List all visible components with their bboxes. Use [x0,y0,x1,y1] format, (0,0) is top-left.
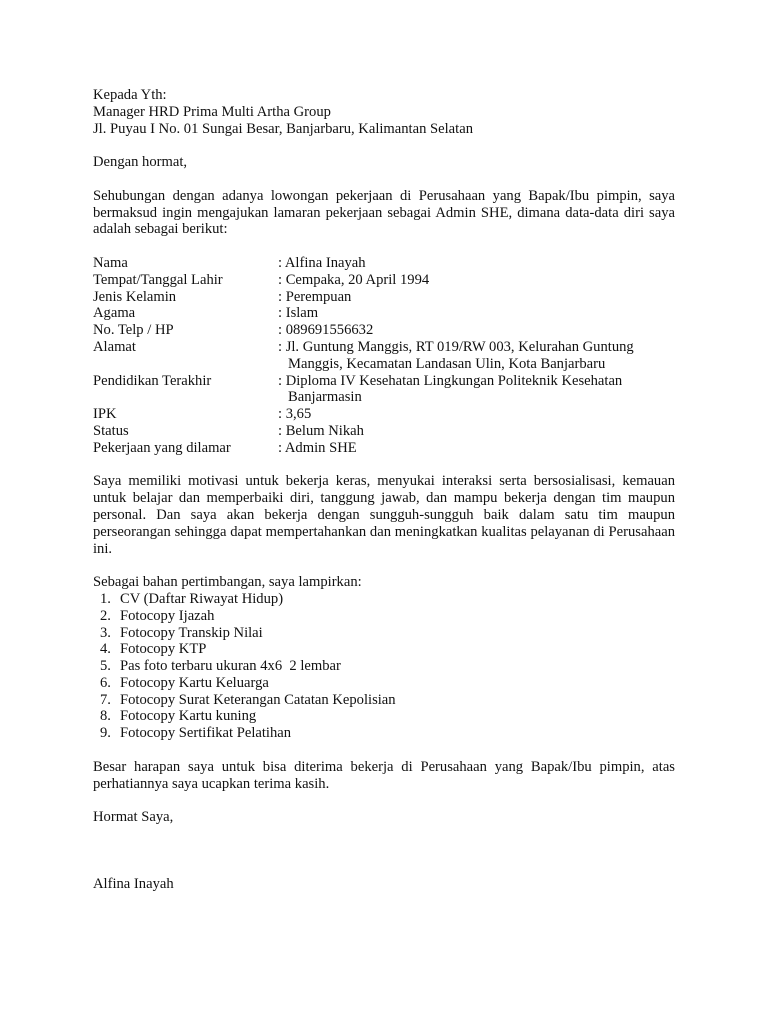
field-value [278,255,675,272]
field-value [278,272,675,289]
list-item-number: 9. [100,725,111,742]
field-value-text: : 089691556632 [278,322,374,339]
personal-data-row [93,373,675,407]
field-value-continuation: Manggis, Kecamatan Landasan Ulin, Kota Banjarbaru [288,355,606,372]
field-value-text: : Admin SHE [278,439,357,456]
list-item-number: 7. [100,691,111,708]
list-item-text: Pas foto terbaru ukuran 4x6 2 lembar [120,658,341,675]
personal-data-row [93,440,675,457]
list-item [93,608,675,625]
list-item [93,725,675,742]
field-value [278,289,675,306]
field-label: IPK [93,406,117,423]
recipient-greeting: Kepada Yth: [93,87,167,103]
list-item-number: 3. [100,624,111,641]
field-label: Jenis Kelamin [93,288,177,305]
field-label: Pekerjaan yang dilamar [93,439,231,456]
field-value [278,373,675,407]
list-item-text: CV (Daftar Riwayat Hidup) [120,590,284,607]
letter-page [93,87,675,893]
spacer [93,137,675,154]
list-item [93,641,675,658]
field-value-text: : Cempaka, 20 April 1994 [278,271,430,288]
personal-data-row [93,339,675,373]
field-label: Status [93,422,129,439]
spacer [93,457,675,474]
list-item-text: Fotocopy Transkip Nilai [120,624,263,641]
attachments-list [93,591,675,742]
personal-data-row [93,289,675,306]
personal-data-row [93,406,675,423]
field-label: No. Telp / HP [93,322,174,339]
list-item [93,625,675,642]
recipient-address: Jl. Puyau I No. 01 Sungai Besar, Banjarbaru, Kalimantan Selatan [93,120,473,137]
personal-data-row [93,322,675,339]
field-label: Alamat [93,338,136,355]
signoff: Hormat Saya, [93,809,174,826]
list-item-text: Fotocopy Ijazah [120,607,215,624]
field-label: Pendidikan Terakhir [93,372,212,389]
salutation: Dengan hormat, [93,154,188,171]
field-value [278,339,675,373]
field-value-text: : Islam [278,305,319,322]
attachments-intro: Sebagai bahan pertimbangan, saya lampirkan: [93,574,362,591]
list-item [93,692,675,709]
spacer [93,238,675,255]
field-value-text: : Belum Nikah [278,422,364,439]
list-item-text: Fotocopy KTP [120,641,207,658]
field-value-text: : Jl. Guntung Manggis, RT 019/RW 003, Kelurahan Guntung [278,338,634,355]
recipient-name: Manager HRD Prima Multi Artha Group [93,103,331,120]
list-item [93,675,675,692]
list-item-text: Fotocopy Kartu Keluarga [120,674,269,691]
personal-data-row [93,423,675,440]
list-item-text: Fotocopy Sertifikat Pelatihan [120,725,292,742]
field-value-text: : Alfina Inayah [278,254,366,271]
field-value [278,322,675,339]
intro-paragraph: Sehubungan dengan adanya lowongan pekerjaan di Perusahaan yang Bapak/Ibu pimpin, saya bermaksud ingin mengajukan lamaran pekerjaan sebagai Admin SHE, dimana data-data diri saya adalah sebagai berikut: [93,187,675,238]
list-item-number: 8. [100,708,111,725]
list-item [93,591,675,608]
field-value [278,406,675,423]
field-value-text: : Diploma IV Kesehatan Lingkungan Politeknik Kesehatan [278,372,623,389]
list-item-number: 2. [100,607,111,624]
field-label: Tempat/Tanggal Lahir [93,271,223,288]
field-value-continuation: Banjarmasin [288,389,362,406]
spacer [93,792,675,809]
spacer [93,171,675,188]
personal-data-row [93,305,675,322]
list-item [93,708,675,725]
field-label: Agama [93,305,136,322]
personal-data-row [93,255,675,272]
list-item-text: Fotocopy Kartu kuning [120,708,257,725]
list-item-text: Fotocopy Surat Keterangan Catatan Kepolisian [120,691,396,708]
field-value [278,440,675,457]
field-value-text: : 3,65 [278,406,312,423]
list-item [93,658,675,675]
signature-space [93,826,675,876]
field-value [278,423,675,440]
field-label: Nama [93,254,128,271]
closing-paragraph: Besar harapan saya untuk bisa diterima bekerja di Perusahaan yang Bapak/Ibu pimpin, atas perhatiannya saya ucapkan terima kasih. [93,758,675,792]
spacer [93,557,675,574]
field-value [278,305,675,322]
field-value-text: : Perempuan [278,288,352,305]
list-item-number: 5. [100,658,111,675]
list-item-number: 1. [100,590,111,607]
signature-name: Alfina Inayah [93,876,174,893]
personal-data-row [93,272,675,289]
spacer [93,742,675,759]
motivation-paragraph: Saya memiliki motivasi untuk bekerja keras, menyukai interaksi serta bersosialisasi, kemauan untuk belajar dan memperbaiki diri, tanggung jawab, dan mampu bekerja dengan tim maupun personal. Dan saya akan bekerja dengan sungguh-sungguh baik dalam satu tim maupun perseorangan sehingga dapat mempertahankan dan meningkatkan kualitas pelayanan di Perusahaan ini. [93,473,675,557]
list-item-number: 6. [100,674,111,691]
list-item-number: 4. [100,641,111,658]
personal-data-table [93,255,675,457]
